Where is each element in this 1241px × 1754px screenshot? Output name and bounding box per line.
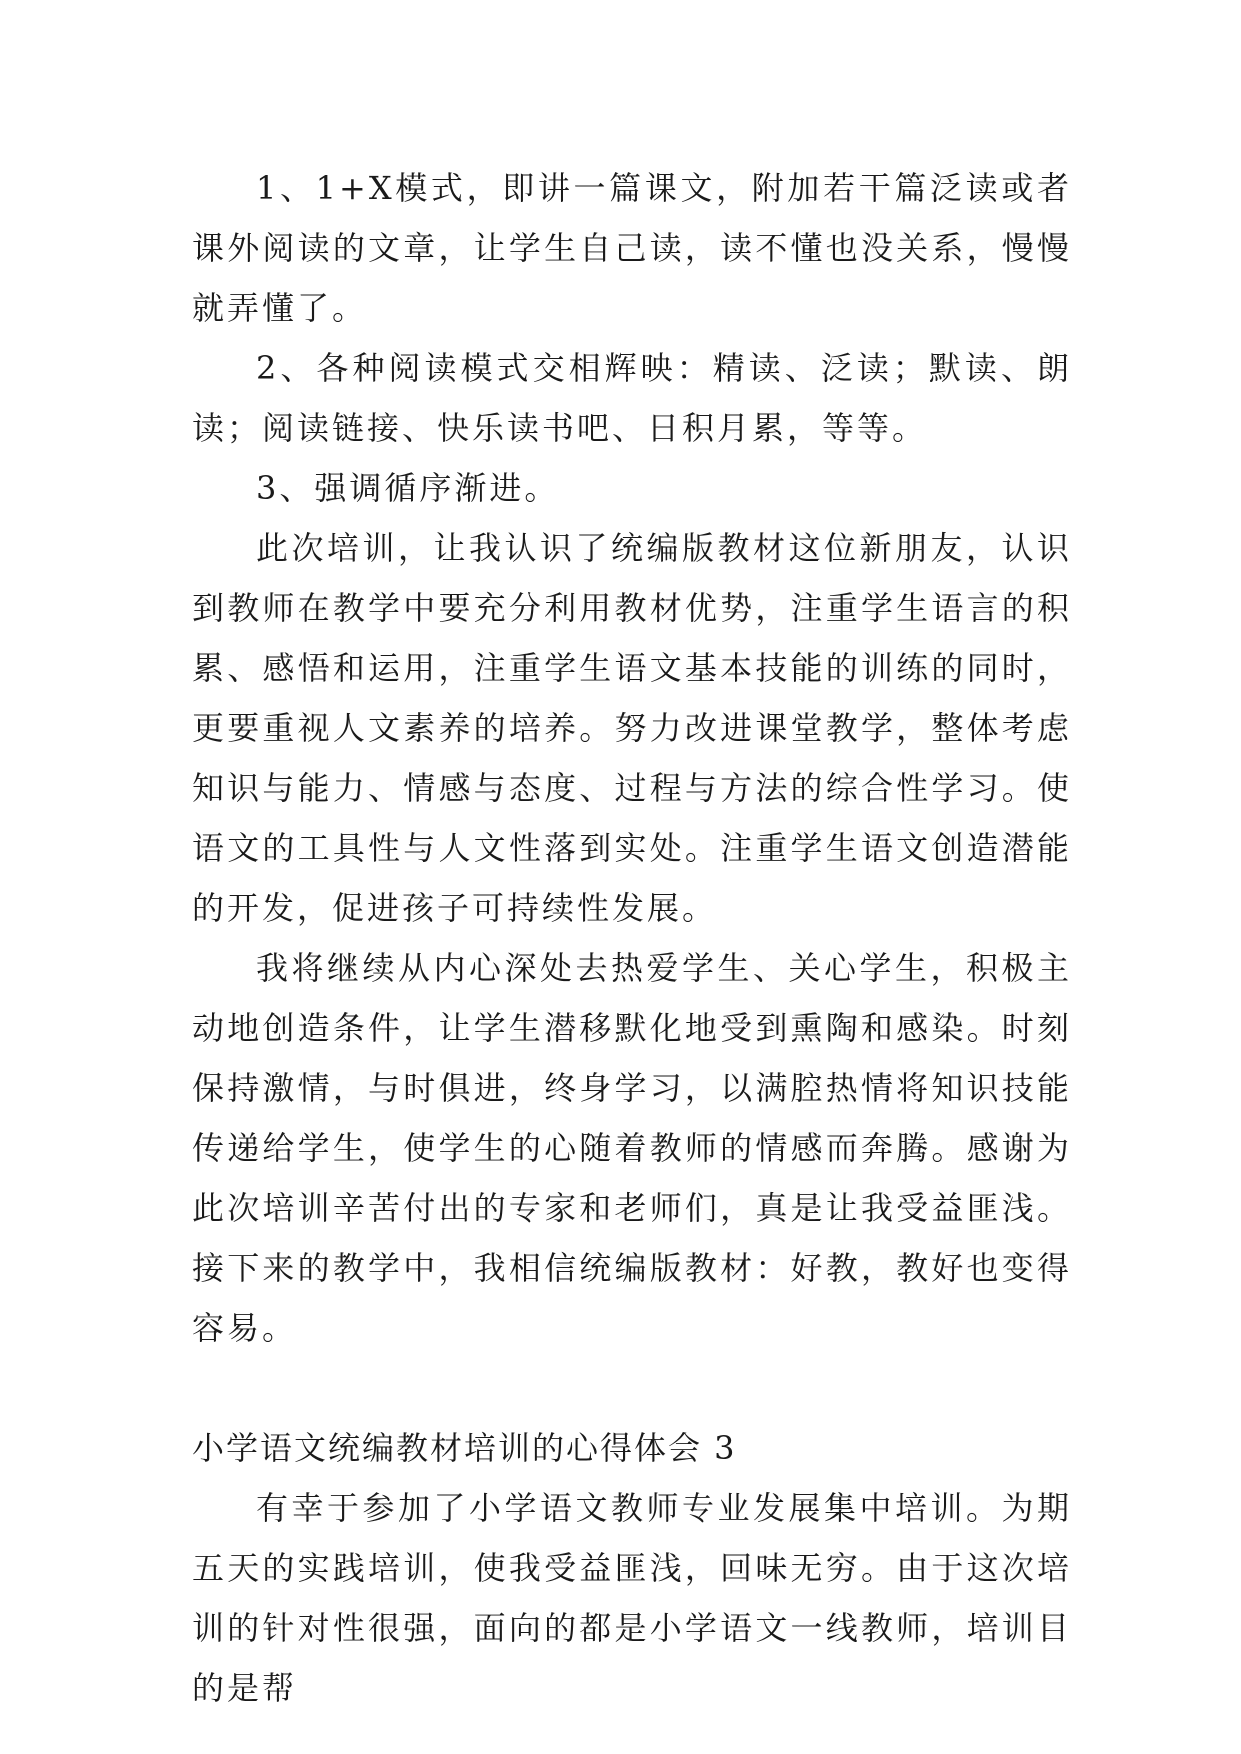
paragraph-step-by-step: 3、强调循序渐进。 — [256, 469, 560, 507]
document-body — [192, 158, 1072, 1718]
paragraph-section3-intro: 有幸于参加了小学语文教师专业发展集中培训。为期五天的实践培训，使我受益匪浅，回味无穷。由于这次培训的针对性很强，面向的都是小学语文一线教师，培训目的是帮 — [192, 1489, 1072, 1707]
paragraph-training-reflection: 此次培训，让我认识了统编版教材这位新朋友，认识到教师在教学中要充分利用教材优势，注重学生语言的积累、感悟和运用，注重学生语文基本技能的训练的同时，更要重视人文素养的培养。努力改进课堂教学，整体考虑知识与能力、情感与态度、过程与方法的综合性学习。使语文的工具性与人文性落到实处。注重学生语文创造潜能的开发，促进孩子可持续性发展。 — [192, 529, 1072, 927]
paragraph-reading-modes: 2、各种阅读模式交相辉映：精读、泛读；默读、朗读；阅读链接、快乐读书吧、日积月累，等等。 — [192, 349, 1072, 447]
section-heading: 小学语文统编教材培训的心得体会 3 — [192, 1429, 737, 1467]
paragraph-commitment: 我将继续从内心深处去热爱学生、关心学生，积极主动地创造条件，让学生潜移默化地受到熏陶和感染。时刻保持激情，与时俱进，终身学习，以满腔热情将知识技能传递给学生，使学生的心随着教师的情感而奔腾。感谢为此次培训辛苦付出的专家和老师们，真是让我受益匪浅。接下来的教学中，我相信统编版教材：好教，教好也变得容易。 — [192, 949, 1072, 1347]
paragraph-1x-mode: 1、1+X模式，即讲一篇课文，附加若干篇泛读或者课外阅读的文章，让学生自己读，读不懂也没关系，慢慢就弄懂了。 — [192, 169, 1072, 327]
